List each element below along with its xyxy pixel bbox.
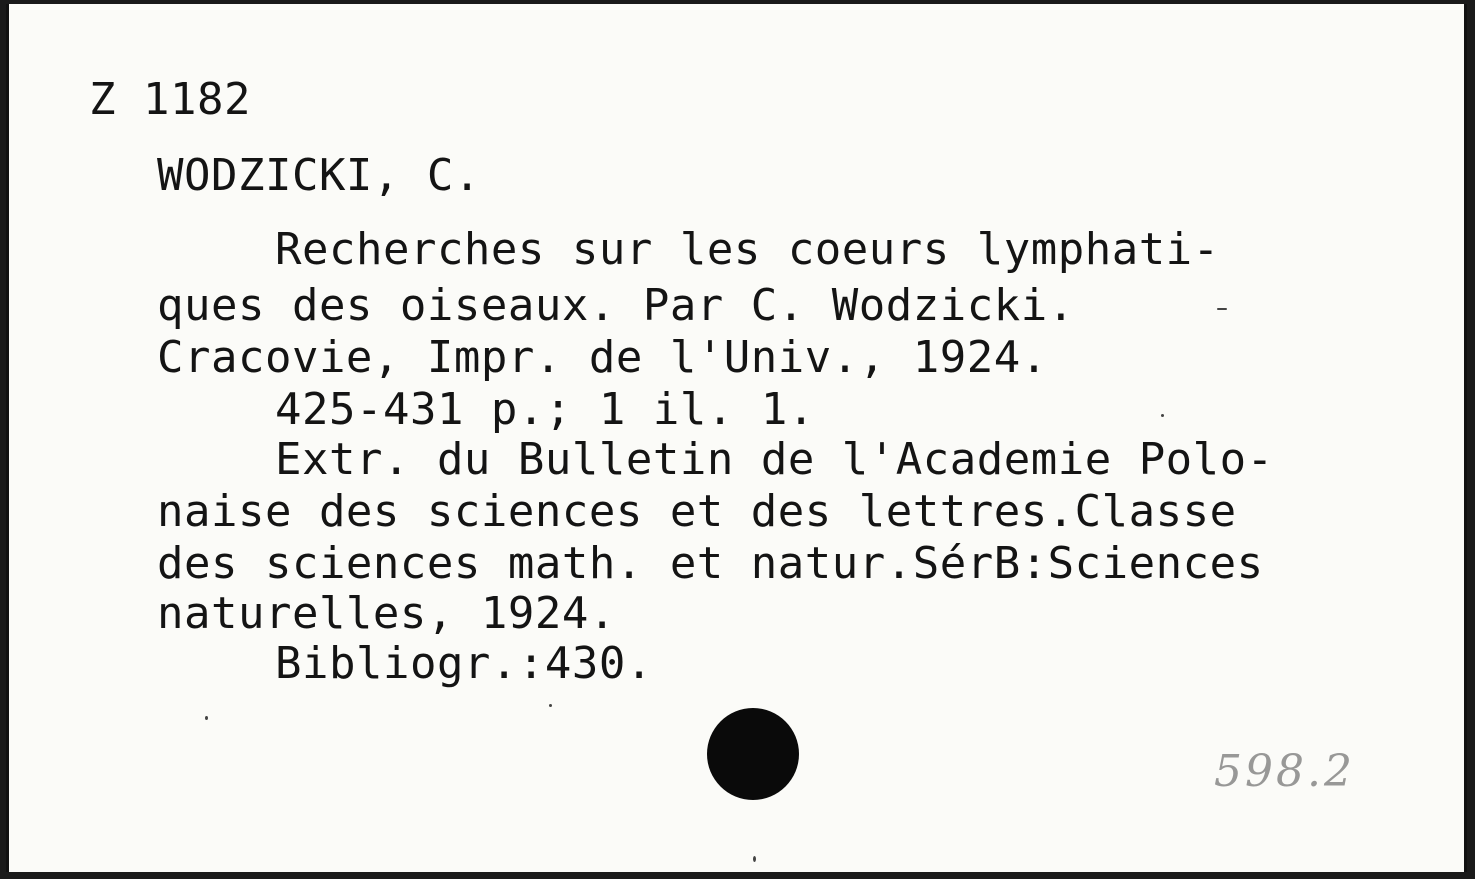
speck: [205, 716, 208, 720]
speck: [753, 856, 756, 862]
title-line-2: ques des oiseaux. Par C. Wodzicki.: [157, 280, 1075, 331]
note-line-2: naise des sciences et des lettres.Classe: [157, 486, 1237, 537]
call-number: Z 1182: [89, 74, 251, 125]
bibliography-note: Bibliogr.:430.: [275, 638, 653, 689]
note-line-1: Extr. du Bulletin de l'Academie Polo-: [275, 434, 1274, 485]
note-line-3: des sciences math. et natur.SérB:Sciences: [157, 538, 1264, 589]
catalog-card: [6, 4, 1467, 872]
collation-line: 425-431 p.; 1 il. 1.: [275, 384, 815, 435]
speck: [549, 704, 552, 707]
author-heading: WODZICKI, C.: [157, 150, 481, 201]
punch-hole: [707, 708, 799, 800]
imprint-line: Cracovie, Impr. de l'Univ., 1924.: [157, 332, 1048, 383]
handwritten-class-number: 598.2: [1214, 746, 1355, 797]
speck: [1161, 414, 1164, 417]
title-line-1: Recherches sur les coeurs lymphati-: [275, 224, 1220, 275]
speck: [1217, 308, 1227, 310]
note-line-4: naturelles, 1924.: [157, 588, 616, 639]
